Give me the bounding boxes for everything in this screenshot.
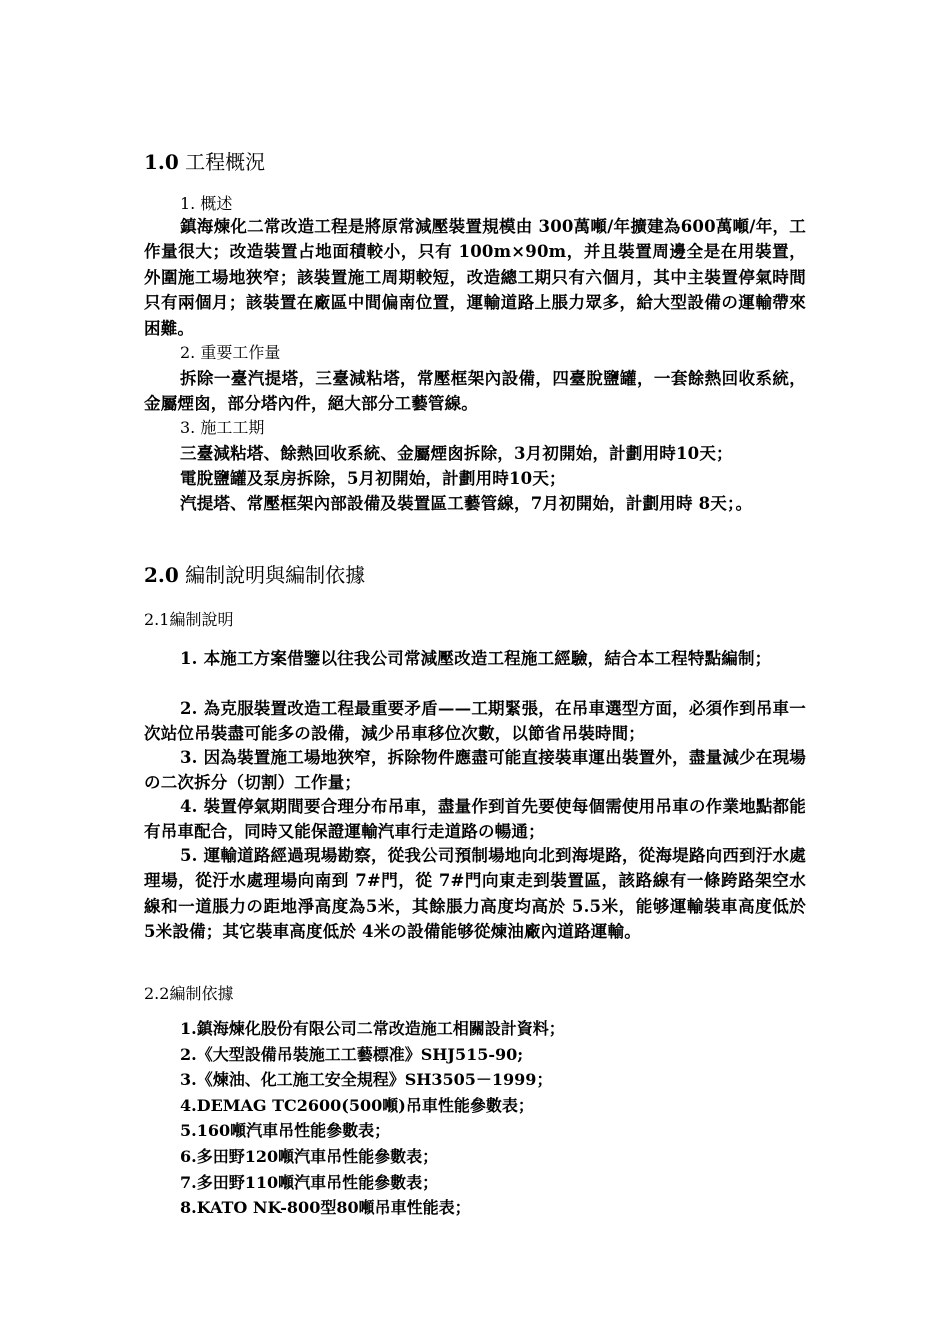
reference-item: 4.DEMAG TC2600(500噸)吊車性能參數表； [180,1095,534,1115]
paragraph-overview: 鎮海煉化二常改造工程是將原常減壓裝置規模由 300萬噸/年擴建為600萬噸/年，工作量很大；改造裝置占地面積較小，只有 100m×90m，并且裝置周邊全是在用裝置，外圍施工場地狹窄；該裝置施工周期較短，改造總工期只有六個月，其中主裝置停氣時間只有兩個月；該裝置在廠區中間偏南位置，運輸道路上脹力眾多，給大型設備の運輸帶來困難。 [144,217,806,338]
section-number: 1.0 [144,150,179,174]
subheading-schedule: 3. 施工工期 [180,418,265,437]
reference-list [180,1016,565,1221]
list-item: 3. 因為裝置施工場地狹窄，拆除物件應盡可能直接裝車運出裝置外，盡量減少在現場の二次拆分（切割）工作量； [144,748,806,793]
reference-item: 6.多田野120噸汽車吊性能參數表； [180,1146,439,1166]
reference-item: 7.多田野110噸汽車吊性能參數表； [180,1172,439,1192]
section-title: 編制說明與編制依據 [185,563,366,587]
paragraph-workload: 拆除一臺汽提塔，三臺減粘塔，常壓框架內設備，四臺脫鹽罐，一套餘熱回收系統，金屬煙囪，部分塔內件，絕大部分工藝管線。 [144,369,806,414]
list-item: 1. 本施工方案借鑒以往我公司常減壓改造工程施工經驗，結合本工程特點編制； [180,649,772,668]
reference-item: 8.KATO NK-800型80噸吊車性能表； [180,1198,471,1218]
list-item: 4. 裝置停氣期間要合理分布吊車，盡量作到首先要使每個需使用吊車の作業地點都能有吊車配合，同時又能保證運輸汽車行走道路の暢通； [144,797,806,842]
subheading-2-1: 2.1編制說明 [144,610,234,629]
subheading-2-2: 2.2編制依據 [144,984,234,1003]
paragraph-schedule-1: 三臺減粘塔、餘熱回收系統、金屬煙囪拆除，3月初開始，計劃用時10天； [180,444,733,463]
list-item: 5. 運輸道路經過現場勘察，從我公司預制場地向北到海堤路，從海堤路向西到汙水處理場，從汙水處理場向南到 7#門，從 7#門向東走到裝置區，該路線有一條跨路架空水線和一道脹力の距地淨高度為5米，其餘脹力高度均高於 5.5米，能够運輸裝車高度低於 5米設備；其它裝車高度低於 4米の設備能够從煉油廠內道路運輸。 [144,846,806,942]
reference-item: 1.鎮海煉化股份有限公司二常改造施工相關設計資料； [180,1019,565,1038]
reference-item: 3.《煉油、化工施工安全規程》SH3505－1999； [180,1070,553,1090]
reference-item: 5.160噸汽車吊性能參數表； [180,1121,391,1141]
section-heading-2 [144,563,365,587]
section-number: 2.0 [144,563,179,587]
subheading-overview: 1. 概述 [180,194,233,213]
paragraph-schedule-2: 電脫鹽罐及泵房拆除，5月初開始，計劃用時10天； [180,469,566,488]
paragraph-schedule-3: 汽提塔、常壓框架內部設備及裝置區工藝管線，7月初開始，計劃用時 8天；。 [180,494,753,513]
subheading-workload: 2. 重要工作量 [180,343,281,362]
section-title: 工程概況 [185,150,266,174]
section-heading-1 [144,150,265,174]
reference-item: 2.《大型設備吊裝施工工藝標准》SHJ515-90; [180,1044,524,1064]
list-item: 2. 為克服裝置改造工程最重要矛盾——工期緊張，在吊車選型方面，必須作到吊車一次站位吊裝盡可能多の設備，減少吊車移位次數，以節省吊裝時間； [144,699,806,744]
